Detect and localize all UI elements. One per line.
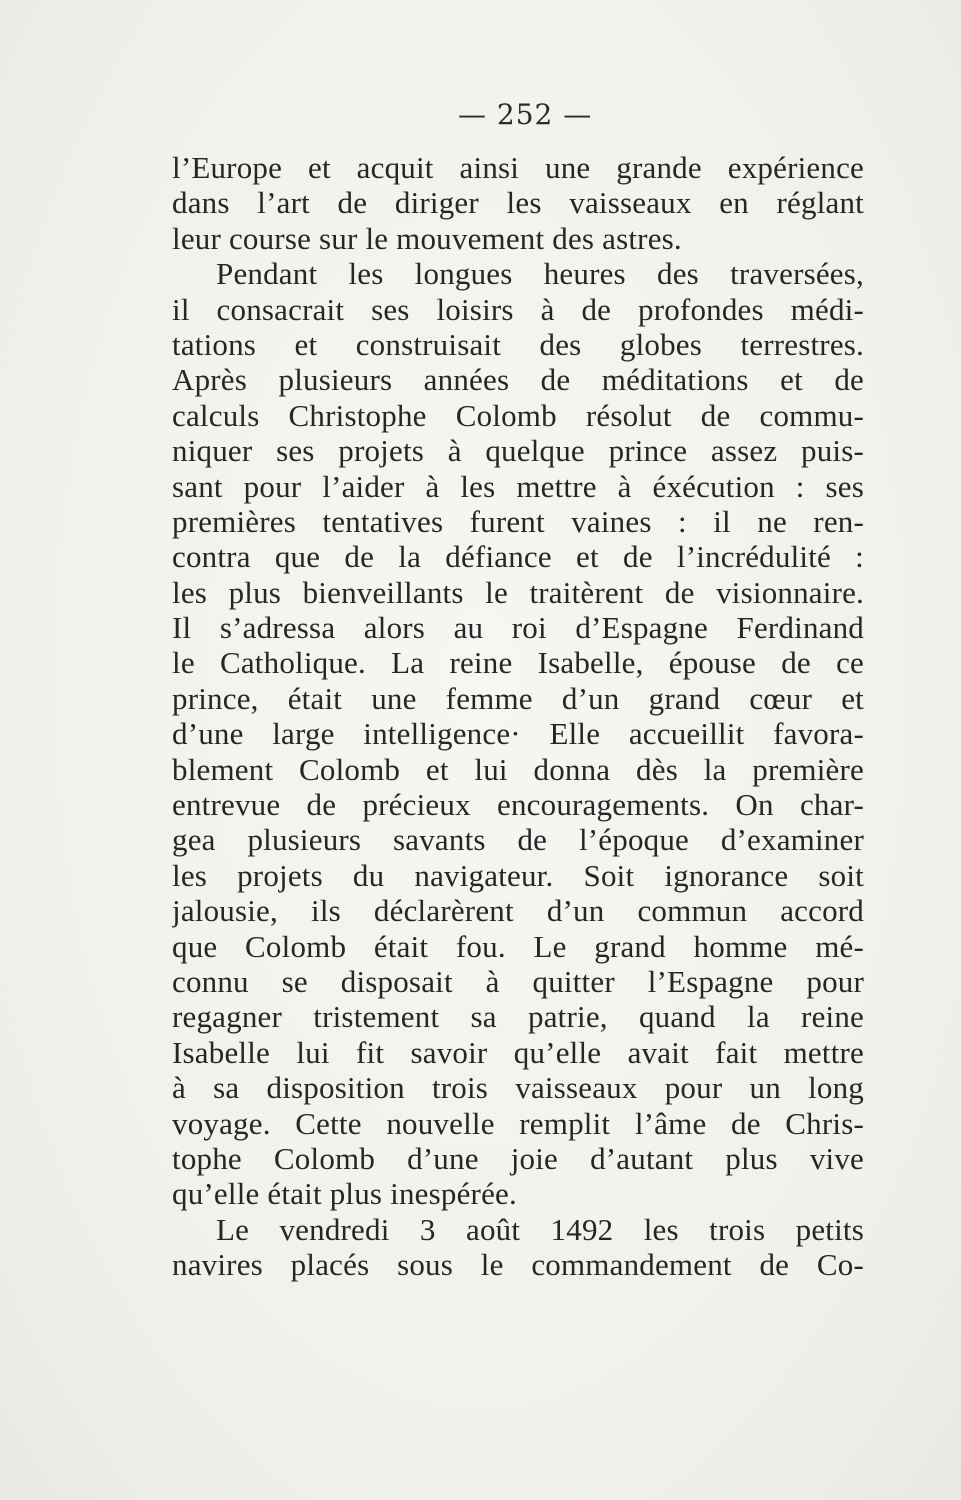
text-line: les projets du navigateur. Soit ignorance soit [172, 857, 864, 893]
text-line: que Colomb était fou. Le grand homme mé- [172, 928, 864, 964]
text-line: sant pour l’aider à les mettre à éxécution : ses [172, 468, 864, 504]
text-line: à sa disposition trois vaisseaux pour un long [172, 1070, 864, 1106]
text-line: premières tentatives furent vaines : il ne ren- [172, 503, 864, 539]
text-line: tophe Colomb d’une joie d’autant plus vive [172, 1140, 864, 1176]
text-line: contra que de la défiance et de l’incrédulité : [172, 539, 864, 575]
text-line: l’Europe et acquit ainsi une grande expérience [172, 150, 864, 185]
text-line: connu se disposait à quitter l’Espagne pour [172, 963, 864, 999]
page-number: — 252 — [458, 98, 593, 131]
text-line: d’une large intelligence· Elle accueillit favora- [172, 716, 864, 752]
text-line: leur course sur le mouvement des astres. [172, 220, 682, 256]
text-line: les plus bienveillants le traitèrent de visionnaire. [172, 574, 864, 610]
text-line: regagner tristement sa patrie, quand la reine [172, 999, 864, 1035]
text-line: prince, était une femme d’un grand cœur et [172, 680, 864, 716]
text-line: Isabelle lui fit savoir qu’elle avait fait mettre [172, 1034, 864, 1070]
text-line: voyage. Cette nouvelle remplit l’âme de Chris- [172, 1105, 864, 1141]
body-text [172, 150, 864, 1283]
text-line: niquer ses projets à quelque prince assez puis- [172, 433, 864, 469]
text-line: le Catholique. La reine Isabelle, épouse de ce [172, 645, 864, 681]
text-line: il consacrait ses loisirs à de profondes médi- [172, 291, 864, 327]
text-line: jalousie, ils déclarèrent d’un commun accord [172, 893, 864, 929]
text-line: Le vendredi 3 août 1492 les trois petits [216, 1211, 864, 1247]
text-line: Pendant les longues heures des traversées, [216, 256, 864, 292]
text-line: Il s’adressa alors au roi d’Espagne Ferdinand [172, 610, 864, 646]
text-line: gea plusieurs savants de l’époque d’examiner [172, 822, 864, 858]
text-line: dans l’art de diriger les vaisseaux en réglant [172, 185, 864, 221]
text-line: blement Colomb et lui donna dès la première [172, 751, 864, 787]
text-line: qu’elle était plus inespérée. [172, 1176, 517, 1212]
text-line: navires placés sous le commandement de Co- [172, 1247, 864, 1283]
text-line: calculs Christophe Colomb résolut de commu- [172, 397, 864, 433]
text-line: entrevue de précieux encouragements. On char- [172, 787, 864, 823]
text-line: tations et construisait des globes terrestres. [172, 326, 864, 362]
text-line: Après plusieurs années de méditations et de [172, 362, 864, 398]
